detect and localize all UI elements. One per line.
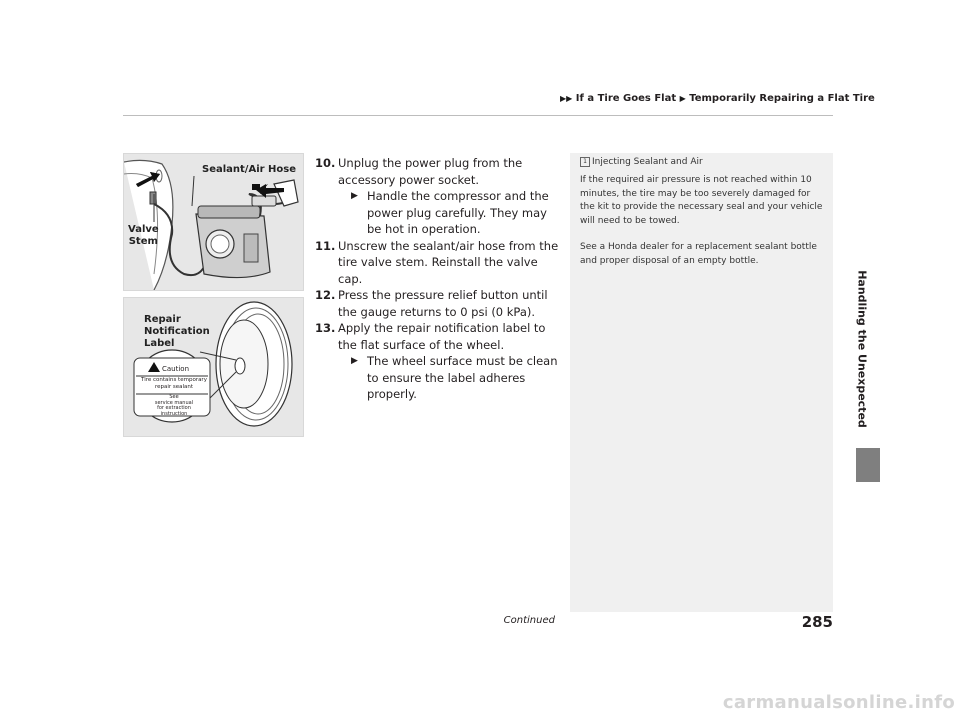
step-sub [315, 353, 560, 403]
sticker-caution: Caution [162, 365, 190, 373]
label-sealant-air-hose: Sealant/Air Hose [202, 164, 297, 175]
watermark: carmanualsonline.info [722, 692, 955, 713]
note-paragraph: See a Honda dealer for a replacement sealant bottle and proper disposal of an empty bottle. [580, 242, 817, 266]
sticker-line: See [169, 394, 179, 400]
arrow-icon: ▶ [351, 356, 358, 366]
compressor-illustration [123, 153, 304, 291]
step-item [315, 287, 560, 320]
label-valve-stem [128, 224, 159, 248]
step-list [315, 155, 560, 403]
sticker-line: instruction [160, 410, 188, 417]
arrow-icon: ▶ [351, 191, 358, 201]
step-item [315, 155, 560, 188]
chapter-marker [856, 448, 880, 482]
sticker-text [136, 377, 212, 391]
sticker-line: Tire contains temporary [141, 377, 207, 383]
continued-label: Continued [503, 615, 555, 626]
note-title-text: Injecting Sealant and Air [592, 157, 703, 167]
arrow-icon: ▶ [679, 94, 686, 103]
page-number: 285 [801, 613, 833, 631]
breadcrumb-item[interactable]: Temporarily Repairing a Flat Tire [689, 93, 875, 104]
side-note [570, 153, 833, 612]
header-rule [123, 115, 833, 116]
double-arrow-icon: ▶▶ [560, 94, 573, 103]
sub-text: Handle the compressor and the power plug carefully. They may be hot in operation. [367, 189, 549, 236]
sticker-line: repair sealant [154, 384, 194, 390]
step-text: Unplug the power plug from the accessory power socket. [338, 156, 523, 187]
sub-note [351, 188, 560, 238]
step-number: 11. [315, 238, 336, 253]
step-text: Unscrew the sealant/air hose from the tire valve stem. Reinstall the valve cap. [338, 238, 559, 286]
note-title [580, 157, 703, 167]
sticker-line: service manual [154, 399, 194, 406]
chapter-tab[interactable] [844, 244, 880, 454]
breadcrumb-item[interactable]: If a Tire Goes Flat [575, 93, 677, 104]
sub-note [351, 353, 560, 403]
label-stem-line: Stem [128, 236, 158, 247]
step-number: 12. [315, 288, 336, 302]
step-sub [315, 188, 560, 238]
wheel-illustration [123, 297, 304, 437]
chapter-tab-label: Handling the Unexpected [855, 270, 869, 428]
label-repair-notification [144, 314, 210, 350]
sub-text: The wheel surface must be clean to ensure the label adheres properly. [367, 354, 558, 401]
step-item [315, 238, 560, 288]
step-text: Press the pressure relief button until the gauge returns to 0 psi (0 kPa). [338, 288, 548, 319]
reference-icon: 1 [580, 157, 590, 167]
label-line: Notification [144, 326, 210, 337]
label-line: Label [144, 338, 175, 349]
breadcrumb [560, 93, 875, 104]
side-tab [844, 0, 880, 722]
label-valve-line: Valve [128, 224, 159, 235]
sticker-line: for extraction [157, 405, 191, 411]
step-item [315, 320, 560, 353]
sticker-instructions [136, 395, 212, 417]
note-paragraph: If the required air pressure is not reached within 10 minutes, the tire may be too severely damaged for the kit to provide the necessary seal and your vehicle will need to be towed. [580, 175, 823, 226]
step-number: 10. [315, 156, 336, 170]
label-line: Repair [144, 314, 181, 325]
step-number: 13. [315, 321, 336, 335]
step-text: Apply the repair notification label to the flat surface of the wheel. [338, 321, 546, 352]
